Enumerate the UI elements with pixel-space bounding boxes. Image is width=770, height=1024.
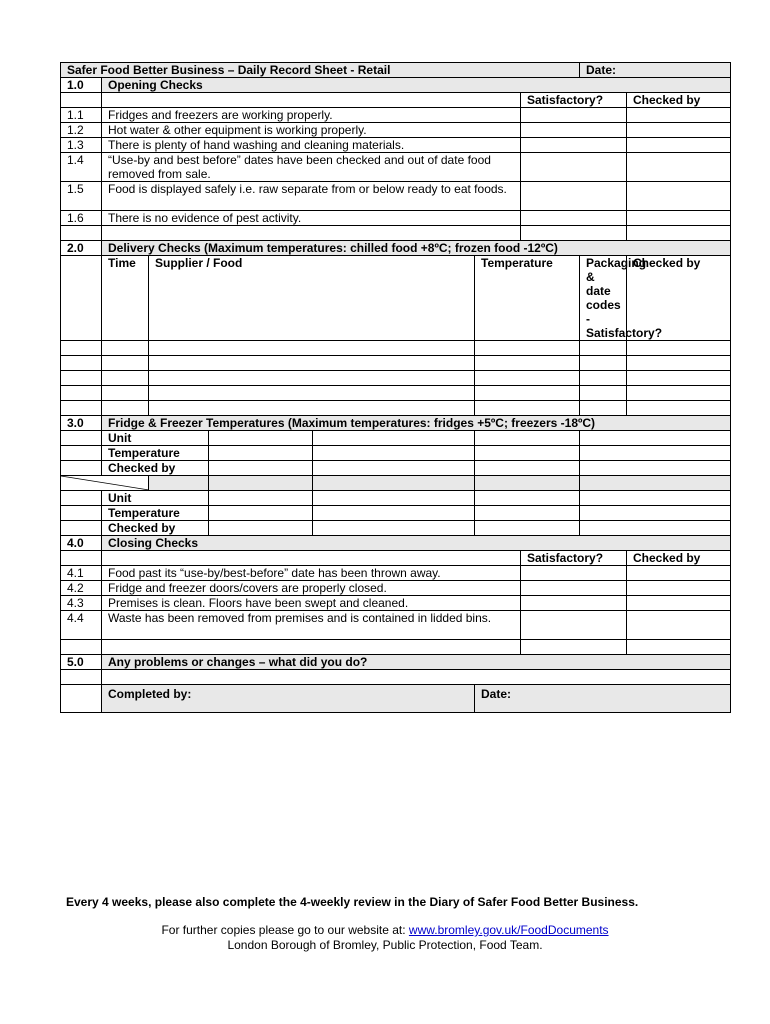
four-weekly-review-note: Every 4 weeks, please also complete the 4-weekly review in the Diary of Safer Food Better Business. [66, 895, 639, 909]
sheet-header-row [61, 63, 731, 78]
temps-temperature-label: Temperature [102, 446, 209, 461]
sheet-date-field[interactable]: Date: [580, 63, 731, 78]
delivery-time-cell[interactable] [102, 371, 149, 386]
temps-checked-by-cell[interactable] [475, 521, 580, 536]
temps-temperature-cell[interactable] [475, 446, 580, 461]
satisfactory-cell[interactable] [521, 153, 627, 182]
delivery-supplier-cell[interactable] [149, 371, 475, 386]
delivery-supplier-cell[interactable] [149, 356, 475, 371]
check-number: 4.4 [61, 611, 102, 640]
checked-by-cell[interactable] [627, 138, 731, 153]
delivery-time-cell[interactable] [102, 341, 149, 356]
delivery-temperature-cell[interactable] [475, 341, 580, 356]
opening-section-title: Opening Checks [102, 78, 731, 93]
temps-temperature-cell[interactable] [209, 446, 313, 461]
satisfactory-cell[interactable] [521, 182, 627, 211]
closing-check-row [61, 596, 731, 611]
satisfactory-cell[interactable] [521, 123, 627, 138]
opening-check-row [61, 153, 731, 182]
temps-divider-row [61, 476, 731, 491]
check-text: Hot water & other equipment is working properly. [102, 123, 521, 138]
problems-section-title: Any problems or changes – what did you do? [102, 655, 731, 670]
record-table [60, 62, 731, 713]
checked-by-cell[interactable] [627, 123, 731, 138]
check-number: 1.2 [61, 123, 102, 138]
temps-checked-by-cell[interactable] [580, 461, 731, 476]
delivery-packaging-cell[interactable] [580, 341, 627, 356]
closing-check-row [61, 581, 731, 596]
temps-unit-row [61, 491, 731, 506]
delivery-temperature-cell[interactable] [475, 356, 580, 371]
problems-text-area[interactable] [102, 670, 731, 685]
temps-unit-cell[interactable] [313, 491, 475, 506]
check-number: 4.2 [61, 581, 102, 596]
temps-divider-diagonal [61, 476, 149, 491]
temps-temperature-cell[interactable] [209, 506, 313, 521]
temps-unit-cell[interactable] [580, 431, 731, 446]
closing-col-checked-by: Checked by [627, 551, 731, 566]
opening-check-row [61, 138, 731, 153]
temps-unit-cell[interactable] [209, 431, 313, 446]
temps-unit-cell[interactable] [475, 431, 580, 446]
temps-unit-row [61, 431, 731, 446]
opening-header-spacer [102, 93, 521, 108]
temps-temperature-cell[interactable] [313, 446, 475, 461]
closing-check-row [61, 566, 731, 581]
temps-unit-label: Unit [102, 431, 209, 446]
check-number: 4.1 [61, 566, 102, 581]
delivery-packaging-cell[interactable] [580, 356, 627, 371]
delivery-row [61, 401, 731, 416]
check-number: 1.6 [61, 211, 102, 226]
closing-section-number: 4.0 [61, 536, 102, 551]
opening-check-row [61, 123, 731, 138]
completed-by-field[interactable]: Completed by: [102, 685, 475, 713]
delivery-section-number: 2.0 [61, 241, 102, 256]
delivery-supplier-cell[interactable] [149, 401, 475, 416]
delivery-packaging-cell[interactable] [580, 371, 627, 386]
checked-by-cell[interactable] [627, 108, 731, 123]
temps-unit-label: Unit [102, 491, 209, 506]
delivery-row [61, 341, 731, 356]
temps-checked-by-cell[interactable] [580, 521, 731, 536]
delivery-col-supplier: Supplier / Food [149, 256, 475, 341]
temps-checked-by-cell[interactable] [209, 521, 313, 536]
satisfactory-cell[interactable] [521, 611, 627, 640]
organisation-name: London Borough of Bromley, Public Protection, Food Team. [227, 938, 543, 952]
check-text: Fridges and freezers are working properly. [102, 108, 521, 123]
closing-check-row [61, 611, 731, 640]
temps-checked-by-label: Checked by [102, 461, 209, 476]
delivery-checked-by-cell[interactable] [627, 371, 731, 386]
check-number: 1.4 [61, 153, 102, 182]
checked-by-cell[interactable] [627, 182, 731, 211]
delivery-row [61, 386, 731, 401]
check-text: Food is displayed safely i.e. raw separate from or below ready to eat foods. [102, 182, 521, 211]
delivery-col-temperature: Temperature [475, 256, 580, 341]
temps-temperature-cell[interactable] [475, 506, 580, 521]
copies-prefix: For further copies please go to our website at: [161, 923, 409, 937]
temps-checked-by-label: Checked by [102, 521, 209, 536]
delivery-row [61, 371, 731, 386]
delivery-col-checked-by: Checked by [627, 256, 731, 341]
temps-temperature-cell[interactable] [313, 506, 475, 521]
check-text: Waste has been removed from premises and is contained in lidded bins. [102, 611, 521, 640]
temps-unit-cell[interactable] [313, 431, 475, 446]
delivery-time-cell[interactable] [102, 386, 149, 401]
problems-section-number: 5.0 [61, 655, 102, 670]
temps-checked-by-cell[interactable] [475, 461, 580, 476]
check-text: There is plenty of hand washing and cleaning materials. [102, 138, 521, 153]
checked-by-cell[interactable] [627, 596, 731, 611]
checked-by-cell[interactable] [627, 581, 731, 596]
delivery-checked-by-cell[interactable] [627, 356, 731, 371]
delivery-supplier-cell[interactable] [149, 386, 475, 401]
delivery-col-time: Time [102, 256, 149, 341]
temps-temperature-label: Temperature [102, 506, 209, 521]
opening-check-row [61, 211, 731, 226]
satisfactory-cell[interactable] [521, 211, 627, 226]
opening-col-checked-by: Checked by [627, 93, 731, 108]
copies-info [0, 923, 770, 953]
checked-by-cell[interactable] [627, 153, 731, 182]
delivery-packaging-cell[interactable] [580, 386, 627, 401]
opening-col-satisfactory: Satisfactory? [521, 93, 627, 108]
delivery-supplier-cell[interactable] [149, 341, 475, 356]
delivery-temperature-cell[interactable] [475, 386, 580, 401]
delivery-col-packaging: Packaging & date codes - Satisfactory? [580, 256, 627, 341]
check-text: There is no evidence of pest activity. [102, 211, 521, 226]
satisfactory-cell[interactable] [521, 596, 627, 611]
check-text: Food past its “use-by/best-before” date has been thrown away. [102, 566, 521, 581]
delivery-checked-by-cell[interactable] [627, 341, 731, 356]
temps-checked-by-cell[interactable] [313, 521, 475, 536]
checked-by-cell[interactable] [627, 211, 731, 226]
opening-check-row [61, 182, 731, 211]
delivery-time-cell[interactable] [102, 356, 149, 371]
temps-temperature-cell[interactable] [580, 506, 731, 521]
delivery-packaging-cell[interactable] [580, 401, 627, 416]
temps-unit-cell[interactable] [475, 491, 580, 506]
temps-checked-by-cell[interactable] [313, 461, 475, 476]
temps-temperature-row [61, 506, 731, 521]
temps-section-title: Fridge & Freezer Temperatures (Maximum temperatures: fridges +5ºC; freezers -18ºC) [102, 416, 731, 431]
delivery-time-cell[interactable] [102, 401, 149, 416]
sheet-title: Safer Food Better Business – Daily Record Sheet - Retail [61, 63, 580, 78]
temps-checked-by-cell[interactable] [209, 461, 313, 476]
delivery-temperature-cell[interactable] [475, 371, 580, 386]
check-text: Premises is clean. Floors have been swept and cleaned. [102, 596, 521, 611]
checked-by-cell[interactable] [627, 611, 731, 640]
temps-temperature-row [61, 446, 731, 461]
temps-checked-by-row [61, 461, 731, 476]
check-number: 4.3 [61, 596, 102, 611]
closing-section-title: Closing Checks [102, 536, 731, 551]
completion-date-field[interactable]: Date: [475, 685, 731, 713]
food-documents-link[interactable]: www.bromley.gov.uk/FoodDocuments [408, 923, 609, 937]
satisfactory-cell[interactable] [521, 581, 627, 596]
temps-section-number: 3.0 [61, 416, 102, 431]
temps-unit-cell[interactable] [209, 491, 313, 506]
temps-checked-by-row [61, 521, 731, 536]
satisfactory-cell[interactable] [521, 566, 627, 581]
temps-unit-cell[interactable] [580, 491, 731, 506]
checked-by-cell[interactable] [627, 566, 731, 581]
daily-record-sheet [60, 62, 730, 713]
delivery-checked-by-cell[interactable] [627, 401, 731, 416]
temps-temperature-cell[interactable] [580, 446, 731, 461]
satisfactory-cell[interactable] [521, 108, 627, 123]
delivery-checked-by-cell[interactable] [627, 386, 731, 401]
check-number: 1.3 [61, 138, 102, 153]
opening-check-row [61, 108, 731, 123]
opening-section-number: 1.0 [61, 78, 102, 93]
check-text: Fridge and freezer doors/covers are properly closed. [102, 581, 521, 596]
check-text: “Use-by and best before” dates have been checked and out of date food removed from sale. [102, 153, 521, 182]
delivery-row [61, 356, 731, 371]
check-number: 1.5 [61, 182, 102, 211]
satisfactory-cell[interactable] [521, 138, 627, 153]
delivery-section-title: Delivery Checks (Maximum temperatures: chilled food +8ºC; frozen food -12ºC) [102, 241, 731, 256]
closing-col-satisfactory: Satisfactory? [521, 551, 627, 566]
check-number: 1.1 [61, 108, 102, 123]
delivery-temperature-cell[interactable] [475, 401, 580, 416]
